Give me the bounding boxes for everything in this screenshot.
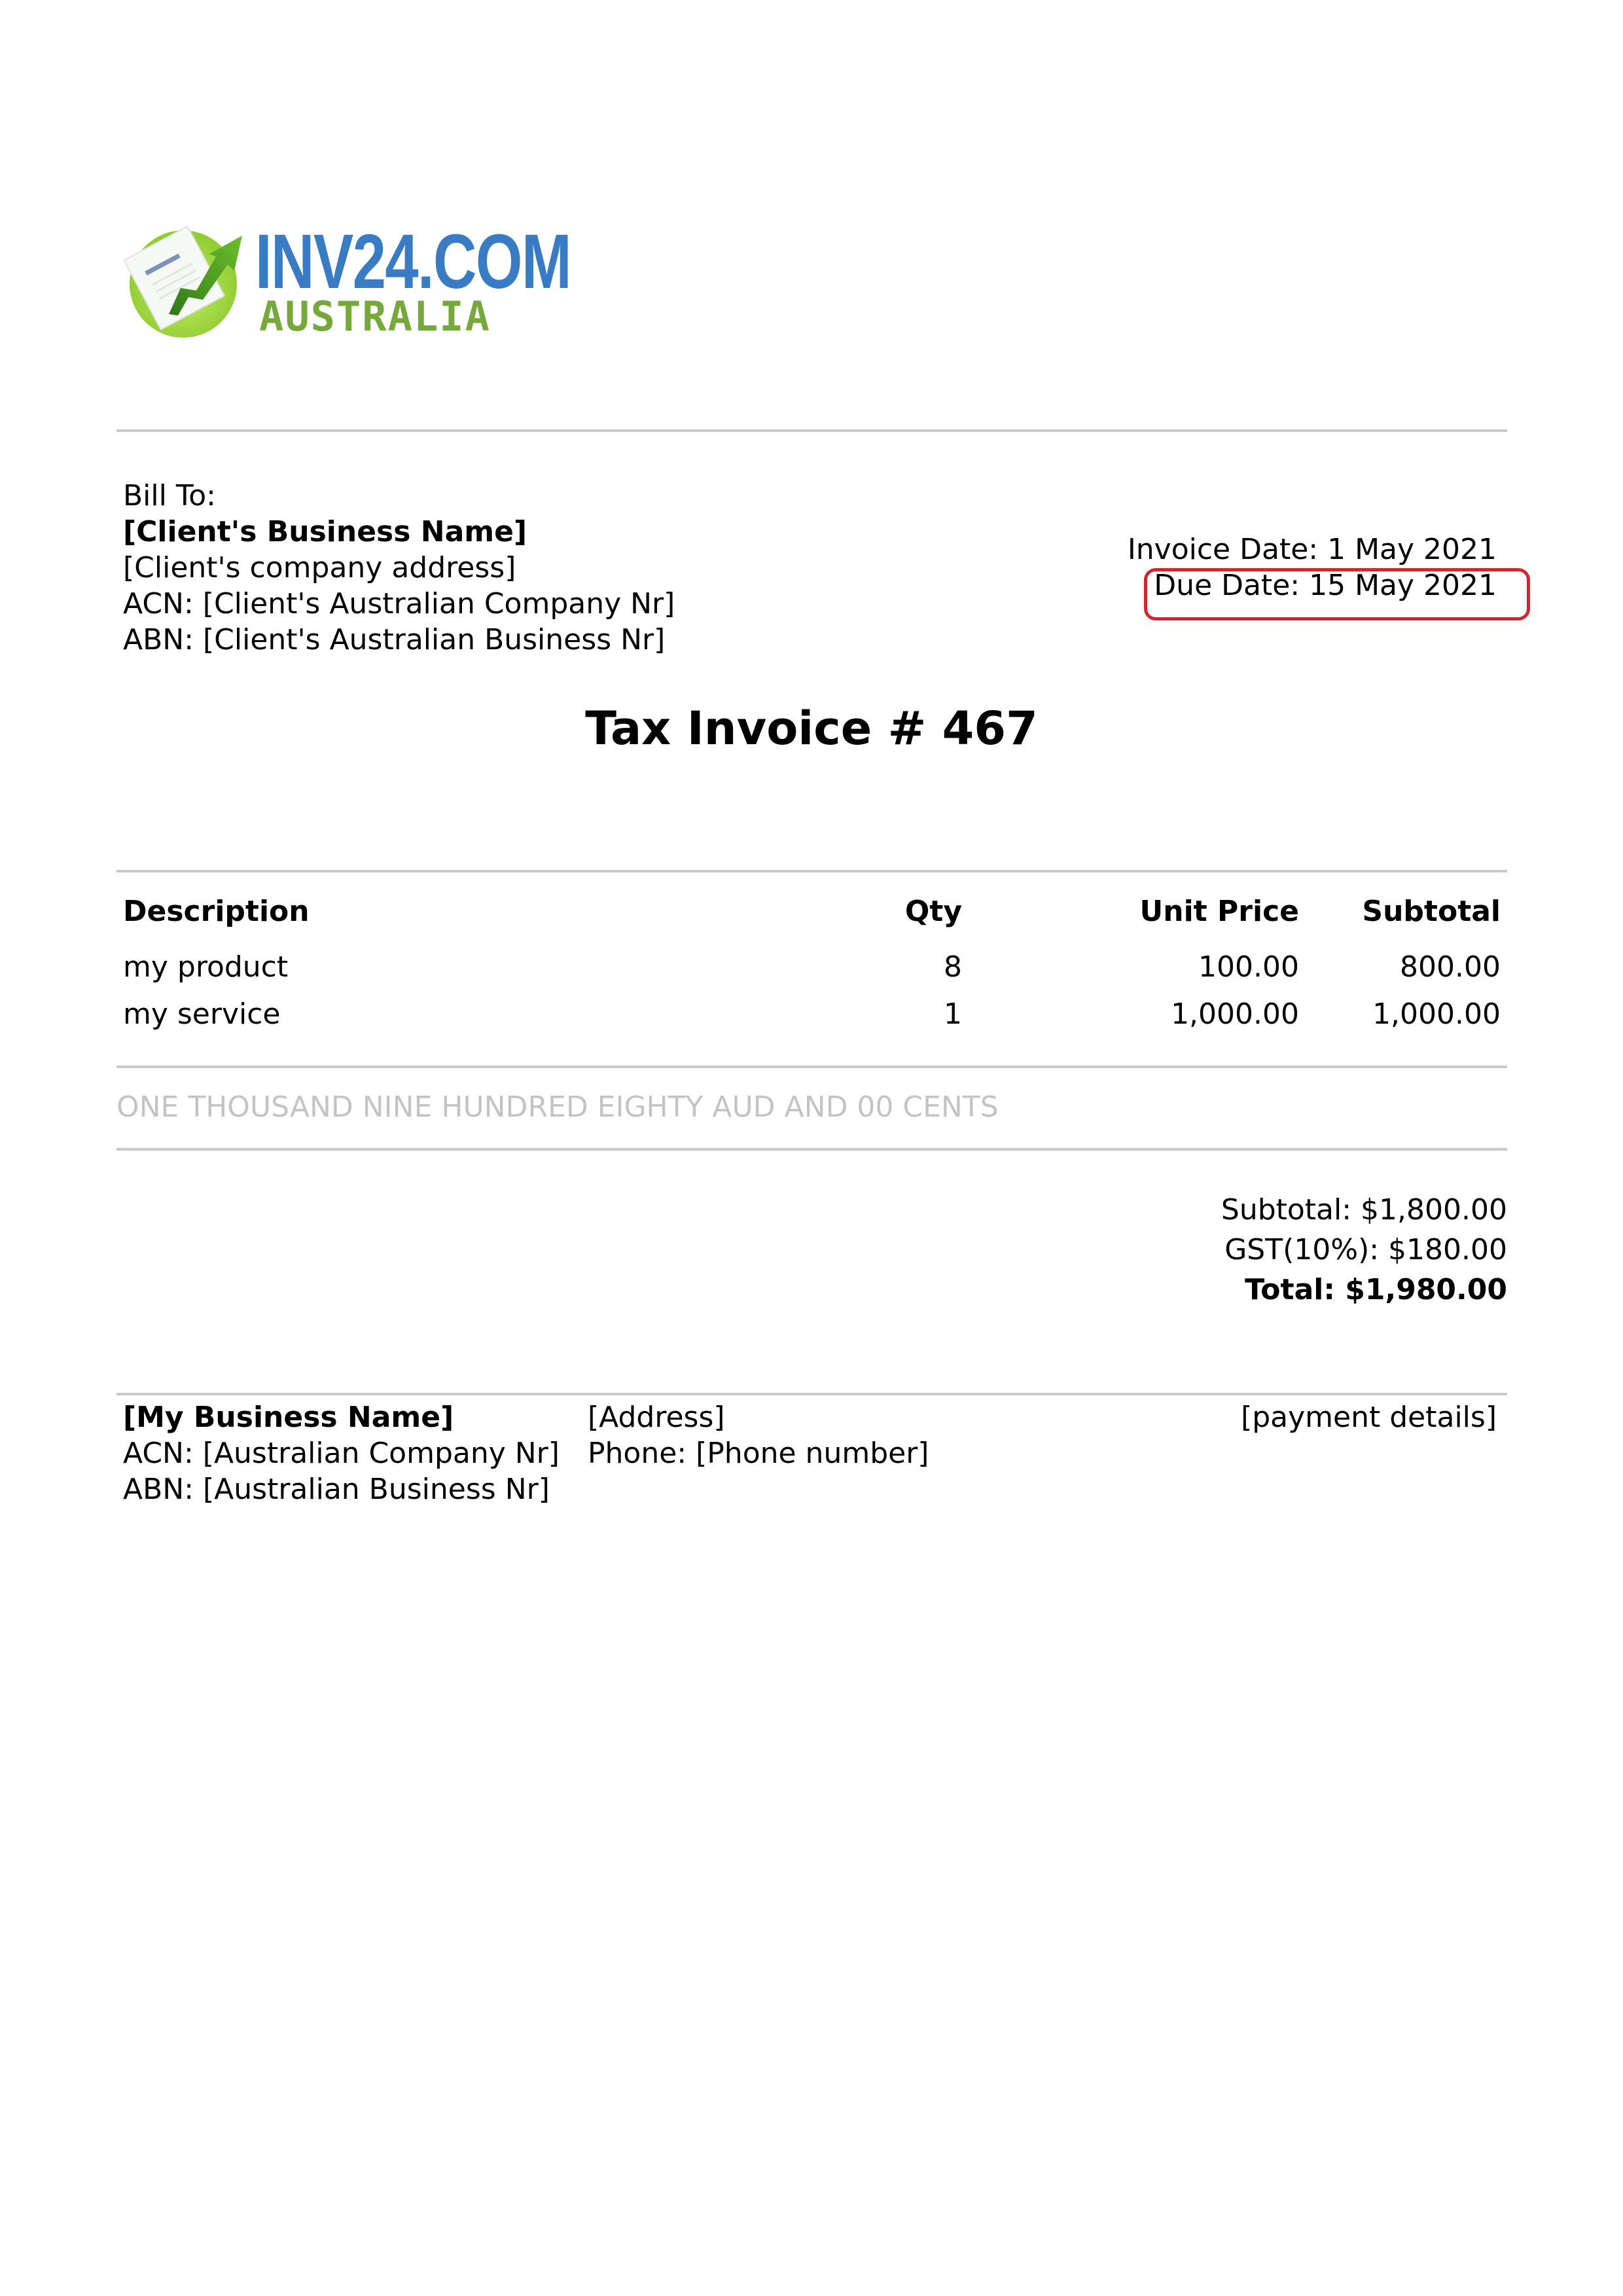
my-acn: ACN: [Australian Company Nr] bbox=[123, 1437, 560, 1470]
logo-main-text: INV24.COM bbox=[255, 219, 571, 305]
invoice-growth-arrow-icon bbox=[118, 211, 249, 342]
item-unit-price: 100.00 bbox=[1198, 950, 1299, 984]
totals-gst: GST(10%): $180.00 bbox=[1224, 1233, 1507, 1266]
item-description: my product bbox=[123, 950, 289, 984]
invoice-title-wrap bbox=[0, 699, 1623, 758]
item-subtotal: 800.00 bbox=[1400, 950, 1501, 984]
logo-sub-text: AUSTRALIA bbox=[259, 293, 491, 340]
table-header-row bbox=[123, 893, 1501, 949]
header-unit-price: Unit Price bbox=[1139, 895, 1299, 928]
header-qty: Qty bbox=[904, 895, 962, 928]
bill-to-label: Bill To: bbox=[123, 479, 216, 512]
client-business-name: [Client's Business Name] bbox=[123, 515, 527, 548]
footer-contact-info bbox=[588, 1399, 929, 1471]
totals-block bbox=[1221, 1190, 1507, 1310]
my-address: [Address] bbox=[588, 1401, 725, 1434]
item-qty: 8 bbox=[944, 950, 962, 984]
header-description: Description bbox=[123, 895, 310, 928]
company-logo bbox=[118, 211, 571, 342]
words-divider bbox=[116, 1148, 1507, 1151]
totals-subtotal: Subtotal: $1,800.00 bbox=[1221, 1193, 1507, 1227]
line-items-table bbox=[123, 893, 1501, 1043]
client-abn: ABN: [Client's Australian Business Nr] bbox=[123, 623, 666, 656]
payment-details: [payment details] bbox=[1241, 1401, 1497, 1434]
item-description: my service bbox=[123, 997, 281, 1031]
my-business-name: [My Business Name] bbox=[123, 1401, 454, 1434]
footer-business-info bbox=[123, 1399, 560, 1507]
client-acn: ACN: [Client's Australian Company Nr] bbox=[123, 587, 675, 620]
item-subtotal: 1,000.00 bbox=[1372, 997, 1501, 1031]
header-subtotal: Subtotal bbox=[1362, 895, 1501, 928]
header-divider bbox=[116, 429, 1507, 432]
table-top-divider bbox=[116, 870, 1507, 872]
client-address: [Client's company address] bbox=[123, 551, 516, 584]
table-row bbox=[123, 949, 1501, 996]
my-phone: Phone: [Phone number] bbox=[588, 1437, 929, 1470]
footer-payment-info bbox=[1241, 1399, 1497, 1435]
amount-in-words: ONE THOUSAND NINE HUNDRED EIGHTY AUD AND 00 CENTS bbox=[116, 1090, 999, 1124]
table-row bbox=[123, 996, 1501, 1043]
due-date: Due Date: 15 May 2021 bbox=[1154, 569, 1497, 602]
bill-to-block bbox=[123, 478, 675, 658]
totals-total: Total: $1,980.00 bbox=[1245, 1273, 1507, 1306]
due-date-highlight bbox=[1144, 568, 1530, 620]
footer-divider bbox=[116, 1393, 1507, 1395]
invoice-title: Tax Invoice # 467 bbox=[585, 702, 1038, 755]
item-unit-price: 1,000.00 bbox=[1171, 997, 1299, 1031]
table-bottom-divider bbox=[116, 1066, 1507, 1068]
item-qty: 1 bbox=[944, 997, 962, 1031]
invoice-date: Invoice Date: 1 May 2021 bbox=[1127, 533, 1497, 566]
my-abn: ABN: [Australian Business Nr] bbox=[123, 1473, 550, 1506]
